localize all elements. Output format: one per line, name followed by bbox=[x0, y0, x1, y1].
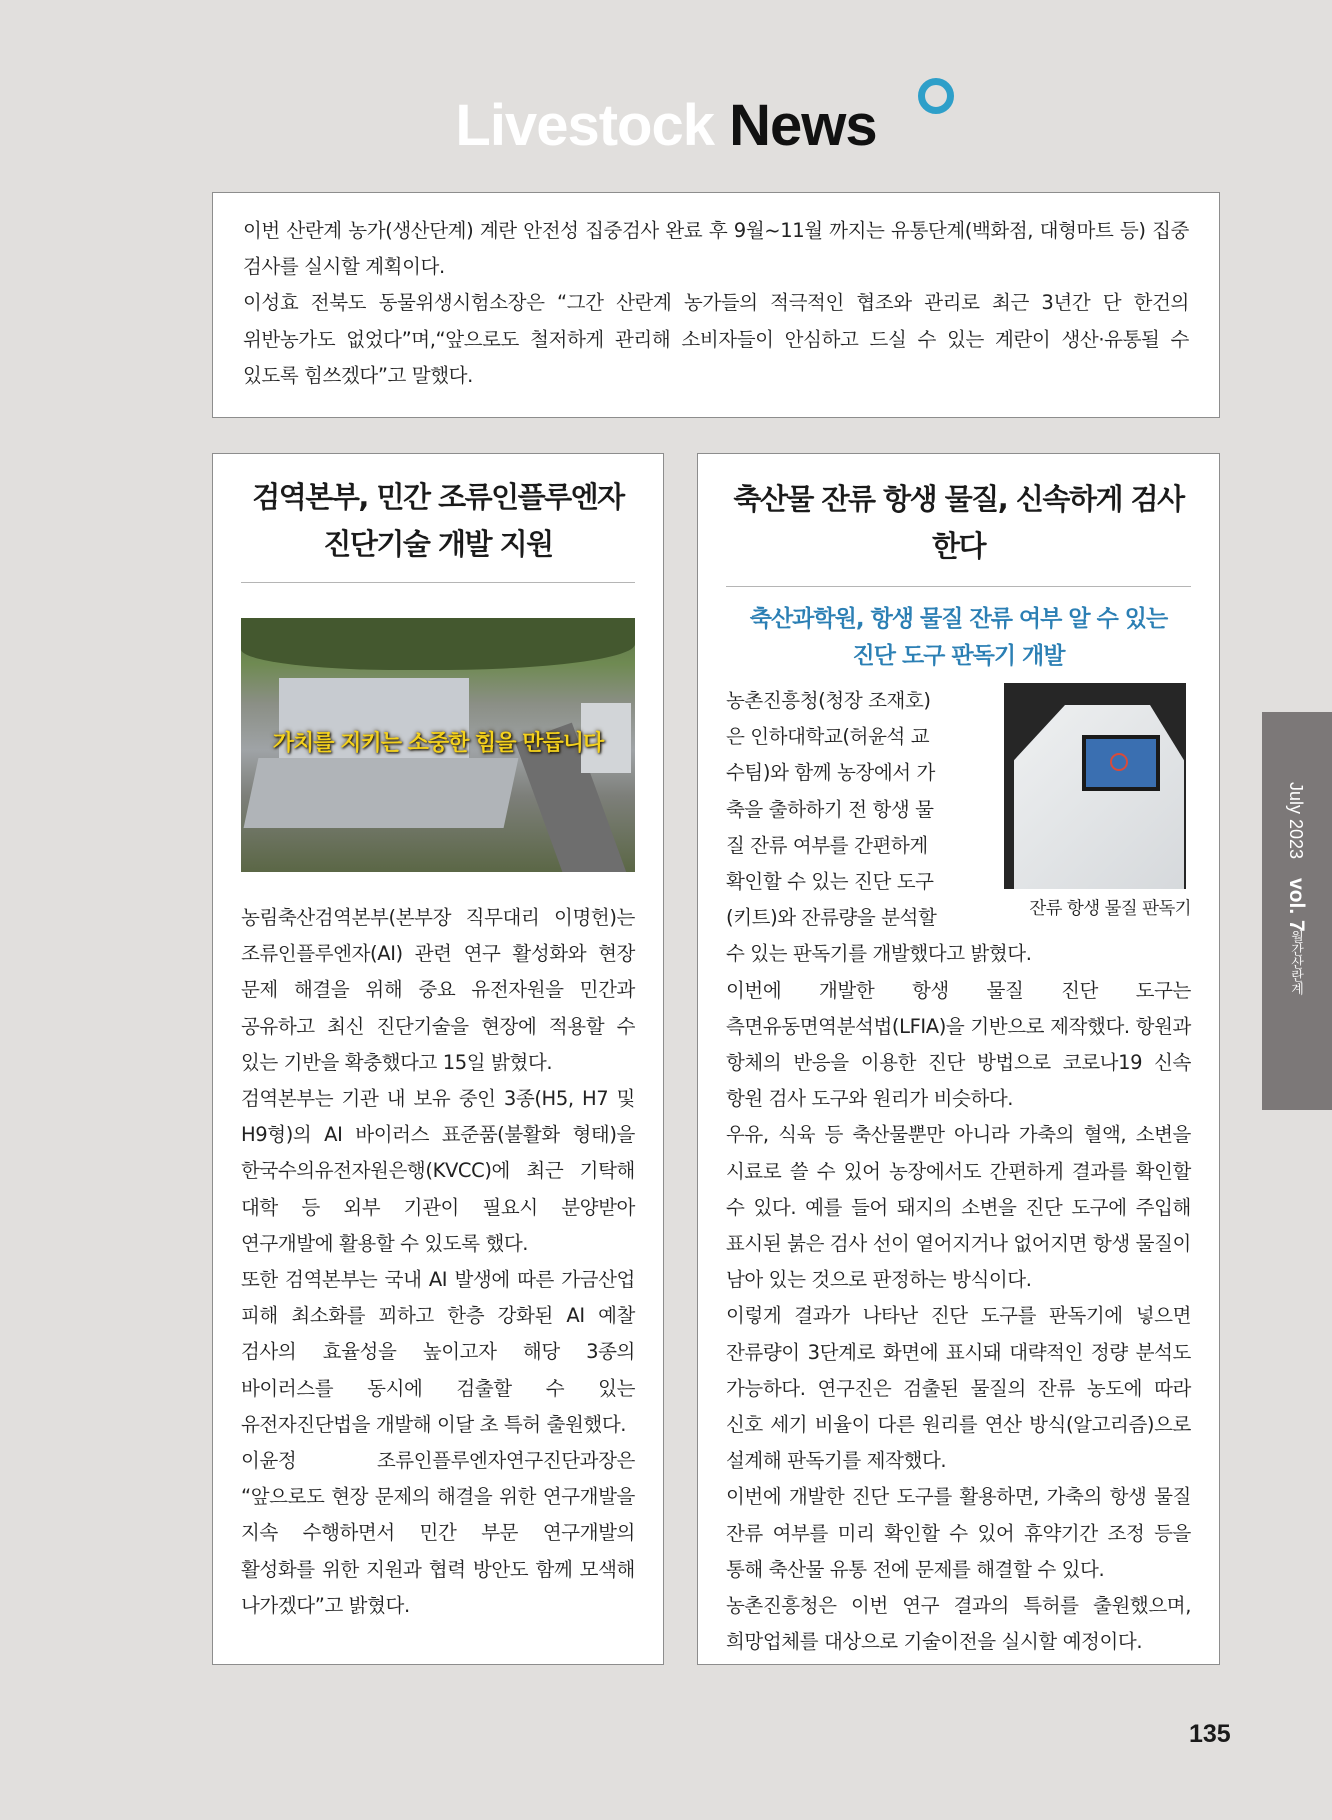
text-line: 수팀)와 함께 농장에서 가 bbox=[726, 761, 935, 785]
right-article-subhead bbox=[726, 601, 1191, 675]
masthead-title bbox=[0, 86, 1332, 166]
photo-overlay-text: 가치를 지키는 소중한 힘을 만듭니다 bbox=[272, 731, 604, 756]
agency-building-photo bbox=[241, 618, 635, 872]
publication-name: 월간산란계 bbox=[1289, 930, 1304, 995]
paragraph: 우유, 식육 등 축산물뿐만 아니라 가축의 혈액, 소변을 시료로 쓸 수 있어 농장에서도 간편하게 결과를 확인할 수 있다. 예를 들어 돼지의 소변을 진단 도구에 주입해 표시된 붉은 검사 선이 옅어지거나 없어지면 항생 물질이 남아 있는 것으로 판정하는 방식이다. bbox=[726, 1123, 1191, 1292]
figure-caption: 잔류 항생 물질 판독기 bbox=[1029, 899, 1191, 919]
figure-wrap-section bbox=[726, 683, 1191, 936]
subhead-line: 축산과학원, 항생 물질 잔류 여부 알 수 있는 bbox=[749, 606, 1168, 632]
headline-line: 검역본부, 민간 조류인플루엔자 bbox=[252, 480, 624, 514]
reader-figure bbox=[999, 683, 1191, 921]
photo-building bbox=[244, 758, 519, 828]
paragraph: 또한 검역본부는 국내 AI 발생에 따른 가금산업 피해 최소화를 꾀하고 한층 강화된 AI 예찰 검사의 효율성을 높이고자 해당 3종의 바이러스를 동시에 검출할 수 있는 유전자진단법을 개발해 이달 초 특허 출원했다. bbox=[241, 1268, 635, 1436]
issue-date: July 2023 bbox=[1286, 782, 1306, 860]
masthead-ring-icon bbox=[918, 78, 954, 114]
continued-article-box bbox=[212, 192, 1220, 418]
paragraph: 이번에 개발한 항생 물질 진단 도구는 측면유동면역분석법(LFIA)을 기반으로 제작했다. 항원과 항체의 반응을 이용한 진단 방법으로 코로나19 신속 항원 검사 도구와 원리가 비슷하다. bbox=[726, 978, 1191, 1111]
left-article-headline bbox=[241, 474, 635, 583]
paragraph: 이번에 개발한 진단 도구를 활용하면, 가축의 항생 물질 잔류 여부를 미리 확인할 수 있어 휴약기간 조정 등을 통해 축산물 유통 전에 문제를 해결할 수 있다. bbox=[726, 1485, 1191, 1581]
paragraph: 이번 산란계 농가(생산단계) 계란 안전성 집중검사 완료 후 9월~11월 까지는 유통단계(백화점, 대형마트 등) 집중 검사를 실시할 계획이다. bbox=[243, 219, 1189, 279]
paragraph: 이윤정 조류인플루엔자연구진단과장은 “앞으로도 현장 문제의 해결을 위한 연구개발을 지속 수행하면서 민간 부문 연구개발의 활성화를 위한 지원과 협력 방안도 함께 모색해 나가겠다”고 밝혔다. bbox=[241, 1449, 635, 1617]
text-line: 확인할 수 있는 진단 도구 bbox=[726, 870, 934, 894]
text-line: 축을 출하하기 전 항생 물 bbox=[726, 797, 934, 821]
text-line: 농촌진흥청(청장 조재호) bbox=[726, 689, 931, 712]
text-line: 질 잔류 여부를 간편하게 bbox=[726, 833, 928, 857]
paragraph: 농림축산검역본부(본부장 직무대리 이명헌)는 조류인플루엔자(AI) 관련 연구 활성화와 현장 문제 해결을 위해 중요 유전자원을 민간과 공유하고 최신 진단기술을 현장에 적용할 수 있는 기반을 확충했다고 15일 밝혔다. bbox=[241, 906, 635, 1074]
paragraph: 수 있는 판독기를 개발했다고 밝혔다. bbox=[726, 942, 1032, 966]
text-line: (키트)와 잔류량을 분석할 bbox=[726, 906, 937, 930]
left-article bbox=[212, 453, 664, 1665]
paragraph: 검역본부는 기관 내 보유 중인 3종(H5, H7 및 H9형)의 AI 바이러스 표준품(불활화 형태)을 한국수의유전자원은행(KVCC)에 최근 기탁해 대학 등 외부 기관이 필요시 분양받아 연구개발에 활용할 수 있도록 했다. bbox=[241, 1087, 635, 1255]
reader-device-photo bbox=[1004, 683, 1186, 889]
right-article-headline: 축산물 잔류 항생 물질, 신속하게 검사한다 bbox=[726, 476, 1191, 587]
photo-trees bbox=[241, 618, 635, 670]
continued-article-text bbox=[243, 213, 1189, 394]
device-case bbox=[1014, 705, 1184, 889]
right-article bbox=[697, 453, 1220, 1665]
issue-volume: vol. 7 bbox=[1285, 878, 1308, 932]
text-line: 은 인하대학교(허윤석 교 bbox=[726, 725, 930, 749]
headline-line: 진단기술 개발 지원 bbox=[323, 527, 553, 561]
paragraph: 이렇게 결과가 나타난 진단 도구를 판독기에 넣으면 잔류량이 3단계로 화면에 표시돼 대략적인 정량 분석도 가능하다. 연구진은 검출된 물질의 잔류 농도에 따라 신호 세기 비율이 다른 원리를 연산 방식(알고리즘)으로 설계해 판독기를 제작했다. bbox=[726, 1304, 1191, 1473]
masthead-news: News bbox=[729, 93, 877, 158]
issue-info bbox=[1284, 782, 1308, 932]
paragraph: 농촌진흥청은 이번 연구 결과의 특허를 출원했으며, 희망업체를 대상으로 기술이전을 실시할 예정이다. bbox=[726, 1594, 1191, 1654]
wrapped-text bbox=[726, 683, 966, 936]
issue-side-tab bbox=[1262, 712, 1332, 1110]
masthead-livestock: Livestock bbox=[455, 93, 714, 158]
right-article-body bbox=[726, 936, 1191, 1660]
paragraph: 이성효 전북도 동물위생시험소장은 “그간 산란계 농가들의 적극적인 협조와 관리로 최근 3년간 단 한건의 위반농가도 없었다”며,“앞으로도 철저하게 관리해 소비자들이 안심하고 드실 수 있는 계란이 생산·유통될 수 있도록 힘쓰겠다”고 말했다. bbox=[243, 291, 1189, 387]
left-article-body bbox=[241, 900, 635, 1624]
device-screen bbox=[1082, 735, 1160, 791]
subhead-line: 진단 도구 판독기 개발 bbox=[852, 643, 1065, 669]
page-number: 135 bbox=[1189, 1720, 1231, 1748]
